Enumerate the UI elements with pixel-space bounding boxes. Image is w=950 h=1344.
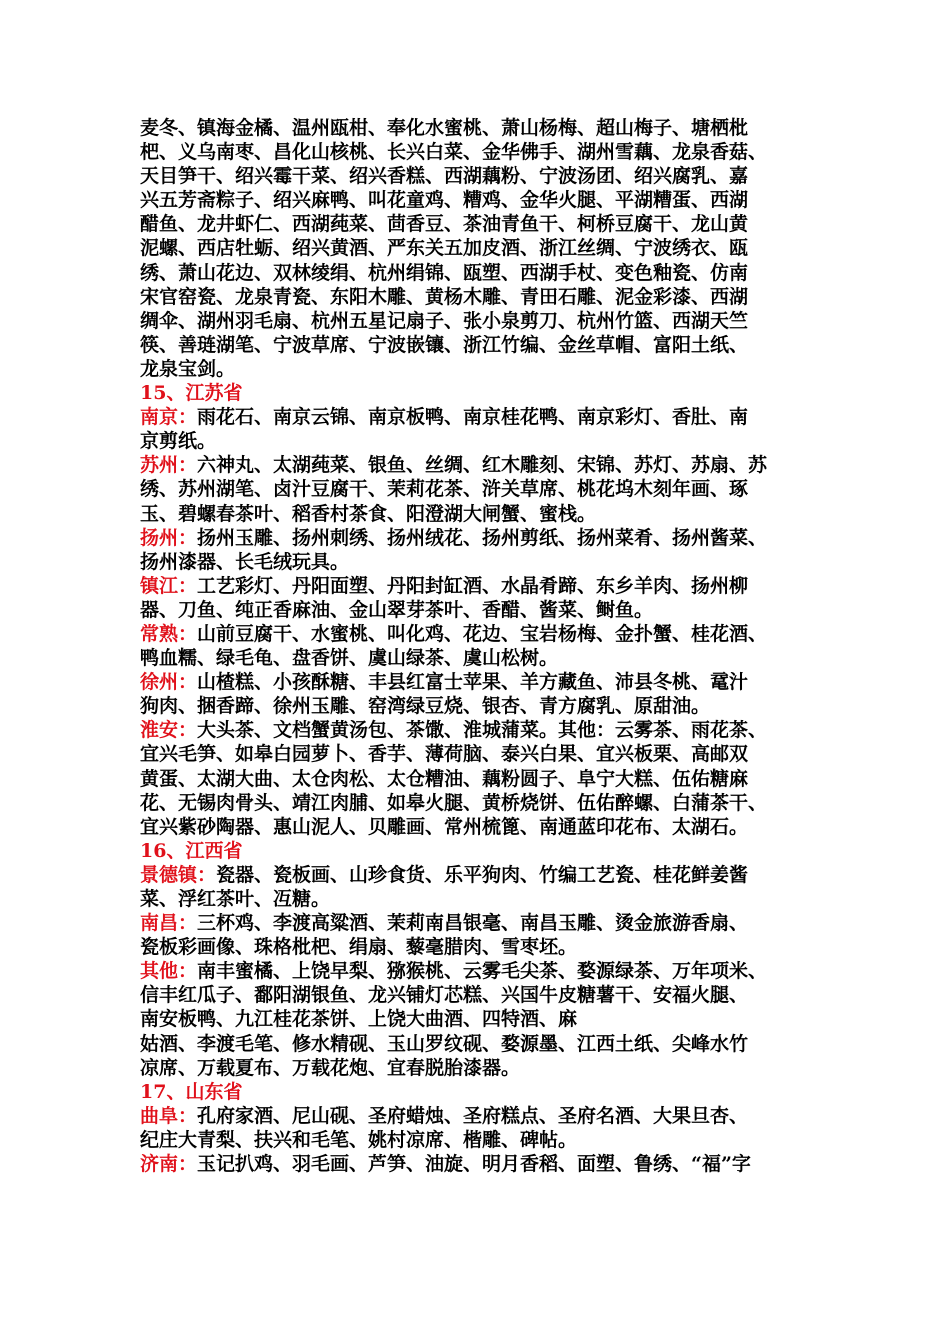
specialty-list: 绣、萧山花边、双林绫绢、杭州绢锦、瓯塑、西湖手杖、变色釉瓷、仿南	[140, 261, 749, 284]
city-label: 常熟：	[140, 622, 198, 645]
specialty-list: 醋鱼、龙井虾仁、西湖莼菜、茴香豆、茶油青鱼干、柯桥豆腐干、龙山黄	[140, 213, 749, 236]
city-label: 苏州：	[140, 454, 198, 477]
city-label: 济南：	[140, 1153, 198, 1176]
specialty-list: 麦冬、镇海金橘、温州瓯柑、奉化水蜜桃、萧山杨梅、超山梅子、塘栖枇	[140, 117, 749, 139]
text-line	[140, 333, 812, 357]
text-line	[140, 1152, 812, 1176]
city-label: 南京：	[140, 406, 198, 429]
text-line	[140, 670, 812, 694]
specialty-list: 凉席、万载夏布、万载花炮、宜春脱胎漆器。	[140, 1056, 521, 1079]
text-line	[140, 502, 812, 526]
specialty-list: 黄蛋、太湖大曲、太仓肉松、太仓糟油、藕粉圆子、阜宁大糕、伍佑糖麻	[140, 767, 749, 790]
city-label: 南昌：	[140, 912, 198, 935]
city-label: 扬州：	[140, 526, 198, 549]
text-line	[140, 526, 812, 550]
text-line	[140, 429, 812, 453]
text-line	[140, 1104, 812, 1128]
specialty-list: 扬州漆器、长毛绒玩具。	[140, 550, 350, 573]
city-label: 徐州：	[140, 671, 198, 694]
specialty-list: 瓷器、瓷板画、山珍食货、乐平狗肉、竹编工艺瓷、桂花鲜姜酱	[216, 863, 749, 886]
text-line	[140, 550, 812, 574]
document-page	[140, 116, 812, 1176]
text-line	[140, 116, 812, 140]
specialty-list: 天目笋干、绍兴霉干菜、绍兴香糕、西湖藕粉、宁波汤团、绍兴腐乳、嘉	[140, 165, 749, 188]
specialty-list: 三杯鸡、李渡高粱酒、茉莉南昌银毫、南昌玉雕、烫金旅游香扇、	[197, 912, 749, 935]
specialty-list: 玉记扒鸡、羽毛画、芦笋、油旋、明月香稻、面塑、鲁绣、“福”字	[197, 1153, 751, 1176]
specialty-list: 姑酒、李渡毛笔、修水精砚、玉山罗纹砚、婺源墨、江西土纸、尖峰水竹	[140, 1032, 749, 1055]
text-line	[140, 983, 812, 1007]
section-heading: 15、江苏省	[140, 382, 243, 405]
text-line	[140, 405, 812, 429]
text-line	[140, 622, 812, 646]
text-line	[140, 236, 812, 260]
specialty-list: 筷、善琏湖笔、宁波草席、宁波嵌镶、浙江竹编、金丝草帽、富阳土纸、	[140, 333, 749, 356]
specialty-list: 器、刀鱼、纯正香麻油、金山翠芽茶叶、香醋、酱菜、鲥鱼。	[140, 598, 654, 621]
specialty-list: 南安板鸭、九江桂花茶饼、上饶大曲酒、四特酒、麻	[140, 1008, 578, 1031]
section-heading: 16、江西省	[140, 839, 243, 862]
text-line	[140, 791, 812, 815]
specialty-list: 菜、浮红茶叶、冱糖。	[140, 888, 331, 910]
specialty-list: 纪庄大青梨、扶兴和毛笔、姚村凉席、楷雕、碑帖。	[140, 1128, 578, 1151]
specialty-list: 龙泉宝剑。	[140, 357, 236, 380]
text-line	[140, 742, 812, 766]
specialty-list: 花、无锡肉骨头、靖江肉脯、如皋火腿、黄桥烧饼、伍佑醉螺、白蒲茶干、	[140, 791, 768, 814]
text-line	[140, 140, 812, 164]
text-line	[140, 285, 812, 309]
city-label: 曲阜：	[140, 1104, 198, 1127]
specialty-list: 绣、苏州湖笔、卤汁豆腐干、茉莉花茶、浒关草席、桃花坞木刻年画、琢	[140, 478, 749, 501]
text-line	[140, 959, 812, 983]
specialty-list: 孔府家酒、尼山砚、圣府蜡烛、圣府糕点、圣府名酒、大果旦杏、	[197, 1104, 749, 1127]
specialty-list: 宜兴紫砂陶器、惠山泥人、贝雕画、常州梳篦、南通蓝印花布、太湖石。	[140, 815, 749, 838]
specialty-list: 六神丸、太湖莼菜、银鱼、丝绸、红木雕刻、宋锦、苏灯、苏扇、苏	[197, 454, 768, 477]
text-line	[140, 1007, 812, 1031]
text-line	[140, 718, 812, 742]
text-line	[140, 1056, 812, 1080]
specialty-list: 雨花石、南京云锦、南京板鸭、南京桂花鸭、南京彩灯、香肚、南	[197, 406, 749, 429]
city-label: 其他：	[140, 960, 198, 983]
text-line	[140, 188, 812, 212]
city-label: 淮安：	[140, 719, 198, 742]
text-line	[140, 309, 812, 333]
specialty-list: 绸伞、湖州羽毛扇、杭州五星记扇子、张小泉剪刀、杭州竹篮、西湖天竺	[140, 309, 749, 332]
specialty-list: 玉、碧螺春茶叶、稻香村茶食、阳澄湖大闸蟹、蜜栈。	[140, 502, 597, 525]
specialty-list: 狗肉、捆香蹄、徐州玉雕、窑湾绿豆烧、银杏、青方腐乳、原甜油。	[140, 695, 711, 718]
text-line	[140, 1128, 812, 1152]
text-line	[140, 453, 812, 477]
specialty-list: 信丰红瓜子、鄱阳湖银鱼、龙兴铺灯芯糕、兴国牛皮糖薯干、安福火腿、	[140, 984, 749, 1007]
text-line	[140, 261, 812, 285]
text-line	[140, 598, 812, 622]
specialty-list: 杷、义乌南枣、昌化山核桃、长兴白菜、金华佛手、湖州雪藕、龙泉香菇、	[140, 141, 768, 164]
specialty-list: 扬州玉雕、扬州刺绣、扬州绒花、扬州剪纸、扬州菜肴、扬州酱菜、	[197, 526, 768, 549]
text-line	[140, 863, 812, 887]
specialty-list: 瓷板彩画像、珠格枇杷、绢扇、藜毫腊肉、雪枣坯。	[140, 936, 578, 959]
text-line	[140, 212, 812, 236]
specialty-list: 泥螺、西店牡蛎、绍兴黄酒、严东关五加皮酒、浙江丝绸、宁波绣衣、瓯	[140, 237, 749, 260]
text-line	[140, 164, 812, 188]
text-line	[140, 574, 812, 598]
section-heading: 17、山东省	[140, 1080, 243, 1103]
specialty-list: 鸭血糯、绿毛龟、盘香饼、虞山绿茶、虞山松树。	[140, 647, 559, 670]
text-line	[140, 767, 812, 791]
text-line	[140, 887, 812, 911]
specialty-list: 南丰蜜橘、上饶早梨、猕猴桃、云雾毛尖茶、婺源绿茶、万年项米、	[197, 960, 768, 983]
specialty-list: 山前豆腐干、水蜜桃、叫化鸡、花边、宝岩杨梅、金扑蟹、桂花酒、	[197, 622, 768, 645]
specialty-list: 山楂糕、小孩酥糖、丰县红富士苹果、羊方藏鱼、沛县冬桃、鼋汁	[197, 671, 749, 694]
city-label: 镇江：	[140, 574, 198, 597]
specialty-list: 兴五芳斋粽子、绍兴麻鸭、叫花童鸡、糟鸡、金华火腿、平湖糟蛋、西湖	[140, 189, 749, 212]
text-line	[140, 1032, 812, 1056]
text-line	[140, 477, 812, 501]
city-label: 景德镇：	[140, 863, 217, 886]
text-line	[140, 935, 812, 959]
text-line	[140, 357, 812, 381]
specialty-list: 工艺彩灯、丹阳面塑、丹阳封缸酒、水晶肴蹄、东乡羊肉、扬州柳	[197, 574, 749, 597]
specialty-list: 京剪纸。	[140, 430, 217, 453]
specialty-list: 大头茶、文档蟹黄汤包、茶馓、淮城蒲菜。其他：云雾茶、雨花茶、	[197, 719, 768, 742]
text-line	[140, 815, 812, 839]
text-line	[140, 694, 812, 718]
specialty-list: 宋官窑瓷、龙泉青瓷、东阳木雕、黄杨木雕、青田石雕、泥金彩漆、西湖	[140, 285, 749, 308]
text-line	[140, 646, 812, 670]
specialty-list: 宜兴毛笋、如皋白园萝卜、香芋、薄荷脑、泰兴白果、宜兴板栗、高邮双	[140, 743, 749, 766]
text-line	[140, 911, 812, 935]
